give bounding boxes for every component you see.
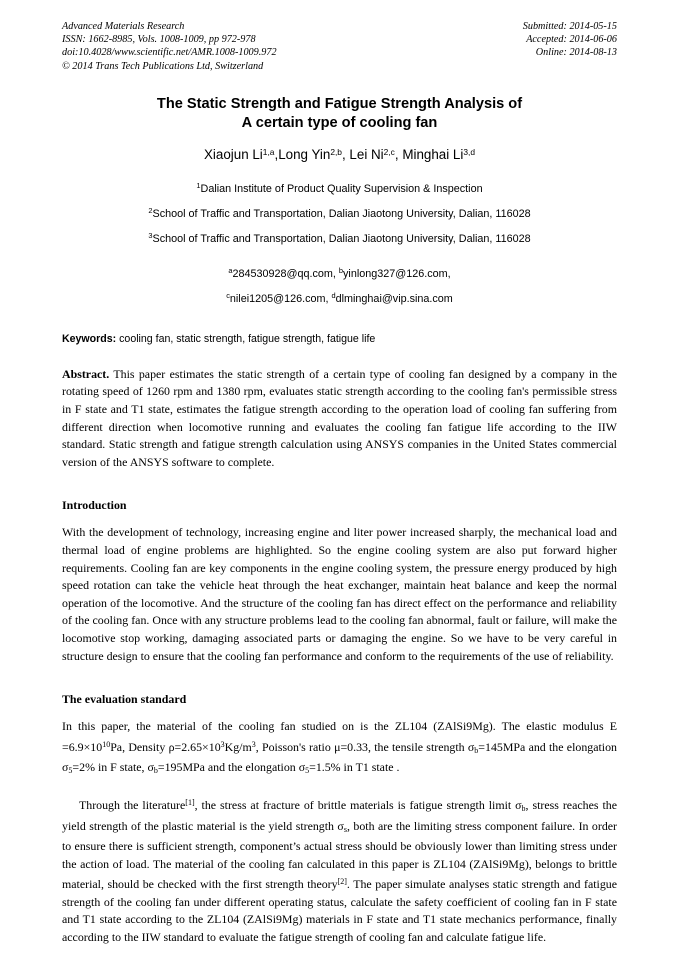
author-name: Lei Ni xyxy=(349,146,384,162)
exponent: 3 xyxy=(251,739,256,749)
evaluation-text-segment: , Poisson's ratio μ=0.33, the tensile strength σ xyxy=(255,739,475,754)
evaluation-text-segment: 10 xyxy=(90,739,103,754)
evaluation-text-segment: In this paper, the material of the cooling fan studied on is the ZL104 (ZAlSi9Mg). The elastic modulus E =6.9 xyxy=(62,719,617,754)
author-affiliation-marks: 1,a xyxy=(262,146,275,157)
evaluation-text-segment: 10 xyxy=(208,739,221,754)
journal-copyright: © 2014 Trans Tech Publications Ltd, Switzerland xyxy=(62,60,264,72)
page-title xyxy=(62,95,617,133)
subscript: b xyxy=(153,766,158,776)
journal-name: Advanced Materials Research xyxy=(62,21,185,32)
affiliation-text: School of Traffic and Transportation, Dalian Jiaotong University, Dalian, 116028 xyxy=(152,207,531,220)
evaluation-paragraph-1 xyxy=(62,718,617,780)
section-heading-evaluation-standard: The evaluation standard xyxy=(62,692,187,707)
abstract-text: This paper estimates the static strength of a certain type of cooling fan designed by a company in the rotating speed of 1260 rpm and 1380 rpm, evaluates static strength according to the cooling fan's permissible stress in F state and T1 state, estimates the fatigue strength according to the operation load of cooling fan suffering from different direction when locomotive running and evaluates the cooling fan fatigue life according to the IIW standard. Static strength and fatigue strength calculation using ANSYS companies in the United States commercial version of the ANSYS software to complete. xyxy=(62,366,617,469)
author-affiliation-marks: 2,b xyxy=(330,146,342,157)
author-name: Xiaojun Li xyxy=(203,146,263,162)
journal-header xyxy=(62,20,617,73)
email-address[interactable]: dlminghai@vip.sina.com xyxy=(335,292,453,305)
keywords-label: Keywords: xyxy=(62,332,117,345)
affiliation-item xyxy=(62,200,617,225)
exponent: 10 xyxy=(102,739,111,749)
title-line-2: A certain type of cooling fan xyxy=(241,114,438,131)
email-line xyxy=(62,285,617,310)
email-address[interactable]: nilei1205@126.com, xyxy=(229,292,329,305)
journal-header-left xyxy=(62,20,277,73)
subscript: b xyxy=(474,745,479,755)
evaluation-text-segment: . The paper simulate analyses static strength and fatigue strength of the cooling fan under different operating status, calculate the safety coefficient of cooling fan in F state and T1 state according to the ZL104 (ZAlSi9Mg) materials in F state and T1 state mechanics performance, finally according to the IIW standard to evaluate the fatigue strength of cooling fan and calculate fatigue life. xyxy=(62,877,617,945)
journal-header-right xyxy=(523,20,617,60)
affiliation-item xyxy=(62,175,617,200)
author-separator: , xyxy=(394,146,403,162)
affiliation-mark: 3 xyxy=(148,230,153,240)
evaluation-text-segment: , stress reaches the yield strength of the plastic material is the yield strength σ xyxy=(62,797,617,833)
evaluation-text-segment: Kg/m xyxy=(224,739,252,754)
affiliation-item xyxy=(62,225,617,250)
journal-doi: doi:10.4028/www.scientific.net/AMR.1008-1009.972 xyxy=(62,47,277,59)
subscript: 5 xyxy=(305,766,310,776)
abstract-paragraph xyxy=(62,366,617,472)
date-submitted: Submitted: 2014-05-15 xyxy=(522,21,617,32)
email-mark: a xyxy=(228,265,233,275)
author-affiliation-marks: 2,c xyxy=(383,146,395,157)
email-list xyxy=(62,260,617,310)
introduction-paragraph: With the development of technology, increasing engine and liter power increased sharply, the mechanical load and thermal load of engine problems are highlighted. So the engine cooling system are also put forward higher requirements. Cooling fan are key components in the engine cooling system, the pressure energy produced by high speed rotation can take the vehicle heat through the heat exchanger, maintain heat balance and keep the normal operation of the locomotive. And the structure of the cooling fan has direct effect on the performance and reliability of the cooling fan. Once with any structure problems lead to the cooling fan abnormal, fault or failure, will make the locomotive stop working, damaging associated parts or damaging the engine. So we have to be very careful in structure design to ensure that the cooling fan performance and conform to the requirements of the use of reliability. xyxy=(62,525,617,663)
author-list xyxy=(62,144,617,163)
evaluation-text-segment: =145MPa and the elongation σ xyxy=(62,739,617,775)
journal-issn-volume: ISSN: 1662-8985, Vols. 1008-1009, pp 972-978 xyxy=(62,34,256,46)
date-accepted: Accepted: 2014-06-06 xyxy=(526,34,617,46)
multiplication-sign: × xyxy=(202,739,209,754)
exponent: 3 xyxy=(220,739,225,749)
evaluation-text-segment: , the stress at fracture of brittle materials is fatigue strength limit σ xyxy=(194,797,522,812)
citation-reference[interactable]: [1] xyxy=(185,797,195,807)
author-affiliation-marks: 3,d xyxy=(463,146,476,157)
subscript: s xyxy=(343,824,347,834)
subscript: 5 xyxy=(68,766,73,776)
affiliation-text: Dalian Institute of Product Quality Supervision & Inspection xyxy=(200,182,483,195)
email-address[interactable]: yinlong327@126.com, xyxy=(343,267,451,280)
affiliation-list xyxy=(62,175,617,250)
affiliation-text: School of Traffic and Transportation, Dalian Jiaotong University, Dalian, 116028 xyxy=(152,232,531,245)
author-name: Long Yin xyxy=(278,146,331,162)
email-line xyxy=(62,260,617,285)
evaluation-text-segment: Through the literature xyxy=(79,797,186,812)
subscript: b xyxy=(521,803,526,813)
email-mark: d xyxy=(331,290,336,300)
evaluation-text-segment: Pa, Density ρ=2.65 xyxy=(110,739,203,754)
affiliation-mark: 1 xyxy=(196,180,201,190)
email-mark: c xyxy=(226,290,230,300)
citation-reference[interactable]: [2] xyxy=(337,877,347,887)
evaluation-text-segment: , both are the limiting stress component failure. In order to ensure there is sufficient strength, component’s actual stress should be obviously lower than limiting stress under the action of load. The material of the cooling fan calculated in this paper is ZL104 (ZAlSi9Mg), belongs to brittle material, should be checked with the first strength theory xyxy=(62,818,617,892)
date-online: Online: 2014-08-13 xyxy=(535,47,617,59)
email-mark: b xyxy=(338,265,344,275)
evaluation-text-segment: =195MPa and the elongation σ xyxy=(157,760,306,775)
email-address[interactable]: 284530928@qq.com, xyxy=(232,267,336,280)
keywords-value: cooling fan, static strength, fatigue strength, fatigue life xyxy=(119,332,376,345)
author-separator: , xyxy=(274,146,279,162)
evaluation-text-segment: =1.5% in T1 state . xyxy=(309,760,400,775)
section-heading-introduction: Introduction xyxy=(62,498,127,513)
multiplication-sign: × xyxy=(83,739,91,754)
keywords-line xyxy=(62,332,617,347)
evaluation-text-segment: =2% in F state, σ xyxy=(72,760,154,775)
author-name: Minghai Li xyxy=(402,146,464,162)
affiliation-mark: 2 xyxy=(148,205,153,215)
title-line-1: The Static Strength and Fatigue Strength Analysis of xyxy=(156,95,523,112)
abstract-label: Abstract. xyxy=(62,366,110,381)
evaluation-paragraph-2 xyxy=(62,794,617,947)
author-separator: , xyxy=(341,146,350,162)
